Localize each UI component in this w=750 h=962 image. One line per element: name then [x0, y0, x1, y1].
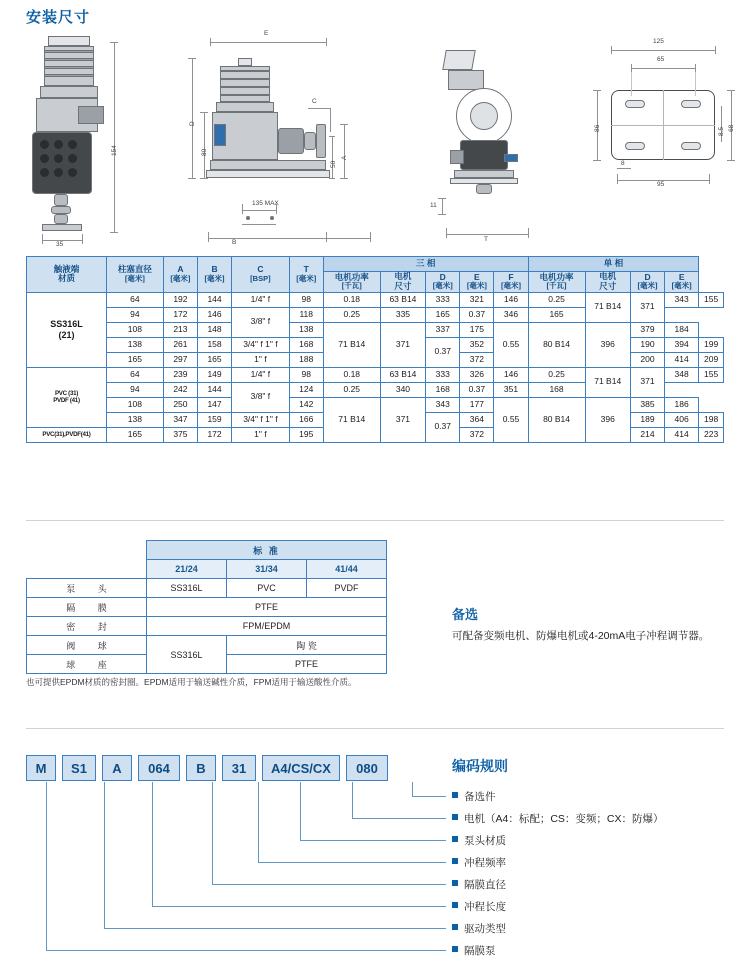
th-3p-f-l1: F: [508, 271, 514, 282]
legend-item-label: 驱动类型: [464, 923, 506, 935]
cell-t-1: 118: [289, 307, 323, 322]
legend-item-4: [452, 874, 742, 896]
cell-1p-power-1: 0.37: [460, 307, 494, 322]
materials-label-pumphead: 泵 头: [27, 579, 147, 598]
th-3p-power-unit: [千瓦]: [341, 281, 362, 291]
cell-1p-power-0: 0.25: [528, 292, 585, 307]
th-t-unit: [毫米]: [296, 273, 317, 283]
page-title: 安装尺寸: [26, 9, 91, 26]
th-1p-motor-l2: 尺寸: [599, 280, 617, 291]
th-3p-f: [494, 272, 528, 293]
cell-t-4: 188: [289, 352, 323, 367]
table-header-row-1: [27, 257, 724, 272]
drawing-view-front: [18, 28, 168, 250]
th-material-l2: 材质: [57, 273, 75, 284]
materials-pumphead-4144: PVDF: [307, 579, 387, 598]
leader-line-5v: [212, 782, 213, 885]
cell-3p-e-5: 326: [460, 367, 494, 382]
cell-3p-f-4: 200: [630, 352, 664, 367]
cell-3p-f-7: 177: [460, 397, 494, 412]
cell-3p-motor-0: 63 B14: [380, 292, 425, 307]
cell-3p-motor-5: 63 B14: [380, 367, 425, 382]
materials-row-pumphead: [27, 579, 387, 598]
coding-cell-0: M: [26, 755, 56, 781]
cell-c-1: 3/8" f: [232, 307, 290, 337]
cell-3p-e-8: 364: [460, 412, 494, 427]
legend-item-1: [452, 808, 742, 830]
cell-1p-power-5: 0.25: [528, 367, 585, 382]
cell-1p-e-3: 394: [665, 337, 699, 352]
cell-3p-f-2: 175: [460, 322, 494, 337]
cell-3p-e-7: 343: [426, 397, 460, 412]
th-3p-motor-l1: 电机: [394, 271, 412, 281]
dim-125: 125: [653, 38, 664, 45]
cell-b-9: 172: [197, 427, 231, 442]
th-1p-e-l1: E: [678, 271, 685, 282]
cell-b-3: 158: [197, 337, 231, 352]
leader-line-3: [300, 840, 446, 841]
bullet-square-icon: [452, 902, 458, 908]
cell-1p-e-5: 348: [665, 367, 699, 382]
cell-c-9: 1" f: [232, 427, 290, 442]
cell-1p-e-4: 414: [665, 352, 699, 367]
th-1p-d-l1: D: [644, 271, 651, 282]
th-3p-e-unit: [毫米]: [466, 281, 487, 291]
th-plunger-unit: [毫米]: [124, 273, 145, 283]
th-b: [197, 257, 231, 293]
legend-item-label: 泵头材质: [464, 835, 506, 847]
cell-1p-f-6: 168: [528, 382, 585, 397]
cell-1p-f-1: 165: [528, 307, 585, 322]
cell-a-3: 261: [163, 337, 197, 352]
cell-1p-power-2: 0.55: [494, 322, 528, 367]
th-plunger: [106, 257, 163, 293]
th-b-l1: B: [211, 264, 218, 275]
cell-a-9: 375: [163, 427, 197, 442]
cell-a-7: 250: [163, 397, 197, 412]
coding-cell-7: 080: [346, 755, 388, 781]
cell-3p-e-1: 335: [380, 307, 425, 322]
th-3p-power: [323, 272, 380, 293]
cell-b-1: 146: [197, 307, 231, 322]
cell-3p-power-8: 0.37: [426, 412, 460, 442]
cell-3p-d-2: 371: [380, 322, 425, 367]
cell-material-9: PVC(31),PVDF(41): [27, 427, 107, 442]
legend-item-label: 隔膜直径: [464, 879, 506, 891]
th-c-unit: [BSP]: [250, 273, 271, 283]
cell-1p-motor-5: 71 B14: [585, 367, 630, 397]
cell-a-1: 172: [163, 307, 197, 322]
th-b-unit: [毫米]: [204, 273, 225, 283]
materials-label-valveball: 阀 球: [27, 636, 147, 655]
cell-c-3: 3/4" f 1" f: [232, 337, 290, 352]
cell-plunger-0: 64: [106, 292, 163, 307]
th-c: [232, 257, 290, 293]
cell-plunger-2: 108: [106, 322, 163, 337]
cell-t-9: 195: [289, 427, 323, 442]
th-3p-motor-l2: 尺寸: [394, 280, 412, 291]
cell-3p-f-8: 189: [630, 412, 664, 427]
cell-3p-f-6: 168: [426, 382, 460, 397]
legend-item-2: [452, 830, 742, 852]
bullet-square-icon: [452, 880, 458, 886]
drawing-view-rear: [420, 28, 560, 250]
bullet-square-icon: [452, 814, 458, 820]
cell-3p-f-0: 146: [494, 292, 528, 307]
cell-b-8: 159: [197, 412, 231, 427]
cell-3p-d-0: 333: [426, 292, 460, 307]
leader-line-1: [412, 796, 446, 797]
legend-item-5: [452, 896, 742, 918]
th-c-l1: C: [257, 264, 264, 275]
materials-spacer-2: [27, 560, 147, 579]
cell-plunger-8: 138: [106, 412, 163, 427]
cell-b-0: 144: [197, 292, 231, 307]
dim-154: 154: [111, 145, 118, 156]
divider-2: [26, 728, 724, 729]
legend-item-label: 备选件: [464, 791, 496, 803]
th-3p-e-l1: E: [474, 271, 480, 282]
materials-table: [26, 540, 387, 674]
cell-1p-e-2: 379: [630, 322, 664, 337]
cell-a-0: 192: [163, 292, 197, 307]
leader-line-6v: [152, 782, 153, 907]
cell-plunger-7: 108: [106, 397, 163, 412]
dim-65: 65: [657, 56, 665, 63]
cell-1p-f-5: 155: [699, 367, 724, 382]
dim-11: 11: [430, 202, 437, 209]
cell-plunger-3: 138: [106, 337, 163, 352]
th-a: [163, 257, 197, 293]
th-3p-d-unit: [毫米]: [432, 281, 453, 291]
cell-1p-f-9: 223: [699, 427, 724, 442]
th-1p-motor: [585, 272, 630, 293]
cell-plunger-4: 165: [106, 352, 163, 367]
legend-item-3: [452, 852, 742, 874]
cell-1p-f-3: 199: [699, 337, 724, 352]
th-3p-power-l1: 电机功率: [334, 271, 369, 282]
cell-plunger-1: 94: [106, 307, 163, 322]
th-plunger-l1: 柱塞直径: [117, 264, 152, 275]
cell-a-8: 347: [163, 412, 197, 427]
dim-8: 8: [621, 160, 625, 167]
cell-3p-power-0: 0.18: [323, 292, 380, 307]
cell-1p-power-7: 0.55: [494, 397, 528, 442]
dimensions-table: [26, 256, 724, 443]
bullet-square-icon: [452, 924, 458, 930]
bullet-square-icon: [452, 858, 458, 864]
cell-3p-e-9: 372: [460, 427, 494, 442]
cell-1p-motor-2: 80 B14: [528, 322, 585, 367]
dim-8-5: 8.5: [718, 126, 725, 136]
legend-item-label: 冲程频率: [464, 857, 506, 869]
cell-plunger-9: 165: [106, 427, 163, 442]
th-1p-e-unit: [毫米]: [671, 281, 692, 291]
materials-pumphead-3134: PVC: [227, 579, 307, 598]
cell-t-7: 142: [289, 397, 323, 412]
leader-line-3v: [300, 782, 301, 841]
th-1p-motor-l1: 电机: [599, 271, 617, 281]
cell-3p-power-6: 0.25: [323, 382, 380, 397]
dim-A: A: [341, 155, 348, 160]
materials-label-seat: 球 座: [27, 655, 147, 674]
materials-spacer: [27, 541, 147, 560]
materials-label-diaphragm: 隔 膜: [27, 598, 147, 617]
materials-label-seal: 密 封: [27, 617, 147, 636]
cell-plunger-6: 94: [106, 382, 163, 397]
materials-std-header: 标 准: [147, 541, 387, 560]
materials-col-2124: 21/24: [147, 560, 227, 579]
cell-1p-f-0: 155: [699, 292, 724, 307]
legend-item-label: 冲程长度: [464, 901, 506, 913]
cell-a-6: 242: [163, 382, 197, 397]
cell-t-5: 98: [289, 367, 323, 382]
cell-t-6: 124: [289, 382, 323, 397]
cell-3p-e-2: 337: [426, 322, 460, 337]
cell-c-5: 1/4" f: [232, 367, 290, 382]
materials-diaphragm-all: PTFE: [147, 598, 387, 617]
th-material-l1: 触液端: [53, 263, 80, 274]
cell-t-3: 168: [289, 337, 323, 352]
cell-1p-e-9: 414: [665, 427, 699, 442]
cell-3p-motor-2: 71 B14: [323, 322, 380, 367]
materials-seal-all: FPM/EPDM: [147, 617, 387, 636]
cell-3p-power-5: 0.18: [323, 367, 380, 382]
bullet-square-icon: [452, 946, 458, 952]
cell-1p-motor-0: 71 B14: [585, 292, 630, 322]
cell-c-0: 1/4" f: [232, 292, 290, 307]
leader-line-2: [352, 818, 446, 819]
th-1p-e: [665, 272, 699, 293]
options-text: 可配备变频电机、防爆电机或4-20mA电子冲程调节器。: [452, 630, 710, 642]
leader-line-2v: [352, 782, 353, 819]
cell-t-8: 166: [289, 412, 323, 427]
cell-3p-e-0: 321: [460, 292, 494, 307]
bullet-square-icon: [452, 792, 458, 798]
cell-3p-power-3: 0.37: [426, 337, 460, 367]
th-t: [289, 257, 323, 293]
th-single-phase: 单 相: [528, 257, 699, 272]
cell-3p-f-5: 146: [494, 367, 528, 382]
coding-title: 编码规则: [452, 758, 508, 774]
cell-c-4: 1" f: [232, 352, 290, 367]
dim-68: 68: [728, 124, 735, 132]
th-three-phase: 三 相: [323, 257, 528, 272]
materials-seat-all: PTFE: [227, 655, 387, 674]
cell-1p-e-8: 406: [665, 412, 699, 427]
cell-b-6: 144: [197, 382, 231, 397]
cell-3p-e-6: 340: [380, 382, 425, 397]
cell-1p-motor-7: 80 B14: [528, 397, 585, 442]
table-row: [27, 367, 724, 382]
leader-line-4v: [258, 782, 259, 863]
cell-t-0: 98: [289, 292, 323, 307]
coding-legend: [452, 786, 742, 962]
th-a-l1: A: [177, 264, 184, 275]
leader-line-1v: [412, 782, 413, 797]
th-3p-motor: [380, 272, 425, 293]
cell-3p-f-9: 214: [630, 427, 664, 442]
cell-1p-power-6: 0.37: [460, 382, 494, 397]
dim-135-max: B: [232, 239, 237, 246]
cell-3p-d-7: 371: [380, 397, 425, 442]
legend-item-6: [452, 918, 742, 940]
th-a-unit: [毫米]: [170, 273, 191, 283]
cell-plunger-5: 64: [106, 367, 163, 382]
dimensions-table-body: [27, 292, 724, 442]
legend-item-label: 电机（A4：标配；CS：变频；CX：防爆）: [464, 813, 664, 825]
cell-1p-e-7: 385: [630, 397, 664, 412]
cell-3p-e-4: 372: [460, 352, 494, 367]
cell-c-8: 3/4" f 1" f: [232, 412, 290, 427]
th-3p-e: [460, 272, 494, 293]
divider-1: [26, 520, 724, 521]
dim-94: 80: [201, 148, 208, 156]
cell-1p-e-6: 351: [494, 382, 528, 397]
th-1p-power-unit: [千瓦]: [546, 281, 567, 291]
dim-50: 135 MAX: [252, 200, 279, 207]
cell-1p-d-5: 371: [630, 367, 664, 397]
cell-1p-f-7: 186: [665, 397, 699, 412]
coding-cell-1: S1: [62, 755, 96, 781]
bullet-square-icon: [452, 836, 458, 842]
materials-pumphead-2124: SS316L: [147, 579, 227, 598]
materials-row-diaphragm: [27, 598, 387, 617]
dim-86: 86: [594, 124, 601, 132]
th-t-l1: T: [303, 264, 309, 275]
dim-C: C: [312, 98, 317, 105]
cell-b-5: 149: [197, 367, 231, 382]
coding-cells: [26, 755, 394, 781]
materials-note: 也可提供EPDM材质的密封圈。EPDM适用于输送碱性介质，FPM适用于输送酸性介质。: [26, 677, 357, 687]
th-3p-d: [426, 272, 460, 293]
cell-1p-e-0: 343: [665, 292, 699, 307]
dim-95: 95: [657, 181, 665, 188]
dim-D: D: [189, 121, 196, 126]
materials-col-header-row: [27, 560, 387, 579]
materials-col-4144: 41/44: [307, 560, 387, 579]
cell-3p-power-1: 0.25: [323, 307, 380, 322]
cell-material-5: PVC (31) PVDF (41): [27, 367, 107, 427]
materials-valveball-ceramic: 陶 瓷: [227, 636, 387, 655]
cell-t-2: 138: [289, 322, 323, 337]
legend-item-0: [452, 786, 742, 808]
dim-E: E: [264, 30, 269, 37]
th-3p-d-l1: D: [439, 271, 446, 282]
th-1p-d-unit: [毫米]: [637, 281, 658, 291]
coding-cell-2: A: [102, 755, 132, 781]
cell-a-5: 239: [163, 367, 197, 382]
cell-3p-f-1: 165: [426, 307, 460, 322]
cell-c-6: 3/8" f: [232, 382, 290, 412]
cell-b-2: 148: [197, 322, 231, 337]
cell-3p-d-5: 333: [426, 367, 460, 382]
th-3p-f-unit: [毫米]: [501, 281, 521, 291]
cell-1p-d-0: 371: [630, 292, 664, 322]
materials-row-valveball: [27, 636, 387, 655]
options-title: 备选: [452, 607, 479, 622]
dim-T: T: [484, 236, 488, 243]
table-row: [27, 322, 724, 337]
cell-a-4: 297: [163, 352, 197, 367]
th-1p-d: [630, 272, 664, 293]
technical-drawings: [0, 28, 750, 250]
leader-line-7: [104, 928, 446, 929]
cell-1p-e-1: 346: [494, 307, 528, 322]
cell-1p-f-4: 209: [699, 352, 724, 367]
coding-cell-4: B: [186, 755, 216, 781]
drawing-view-baseplate: [585, 28, 745, 250]
leader-line-8: [46, 950, 446, 951]
table-row: [27, 397, 724, 412]
coding-cell-3: 064: [138, 755, 180, 781]
cell-1p-f-8: 198: [699, 412, 724, 427]
th-1p-power: [528, 272, 585, 293]
drawing-view-side: [180, 28, 380, 250]
cell-3p-e-3: 352: [460, 337, 494, 352]
cell-1p-d-2: 396: [585, 322, 630, 367]
table-row: [27, 292, 724, 307]
legend-item-7: [452, 940, 742, 962]
materials-col-3134: 31/34: [227, 560, 307, 579]
cell-a-2: 213: [163, 322, 197, 337]
cell-material-0: SS316L (21): [27, 292, 107, 367]
materials-row-seal: [27, 617, 387, 636]
leader-line-5: [212, 884, 446, 885]
materials-std-header-row: [27, 541, 387, 560]
leader-line-8v: [46, 782, 47, 951]
coding-cell-6: A4/CS/CX: [262, 755, 340, 781]
th-1p-power-l1: 电机功率: [539, 271, 574, 282]
cell-3p-motor-7: 71 B14: [323, 397, 380, 442]
leader-line-4: [258, 862, 446, 863]
cell-1p-d-7: 396: [585, 397, 630, 442]
cell-b-4: 165: [197, 352, 231, 367]
coding-cell-5: 31: [222, 755, 256, 781]
cell-1p-f-2: 184: [665, 322, 699, 337]
th-material: [27, 257, 107, 293]
leader-line-7v: [104, 782, 105, 929]
cell-3p-f-3: 190: [630, 337, 664, 352]
legend-item-label: 隔膜泵: [464, 945, 496, 957]
dim-35: 35: [56, 241, 64, 248]
cell-b-7: 147: [197, 397, 231, 412]
materials-valveball-2124: SS316L: [147, 636, 227, 674]
dim-80: 50: [330, 160, 337, 168]
leader-line-6: [152, 906, 446, 907]
